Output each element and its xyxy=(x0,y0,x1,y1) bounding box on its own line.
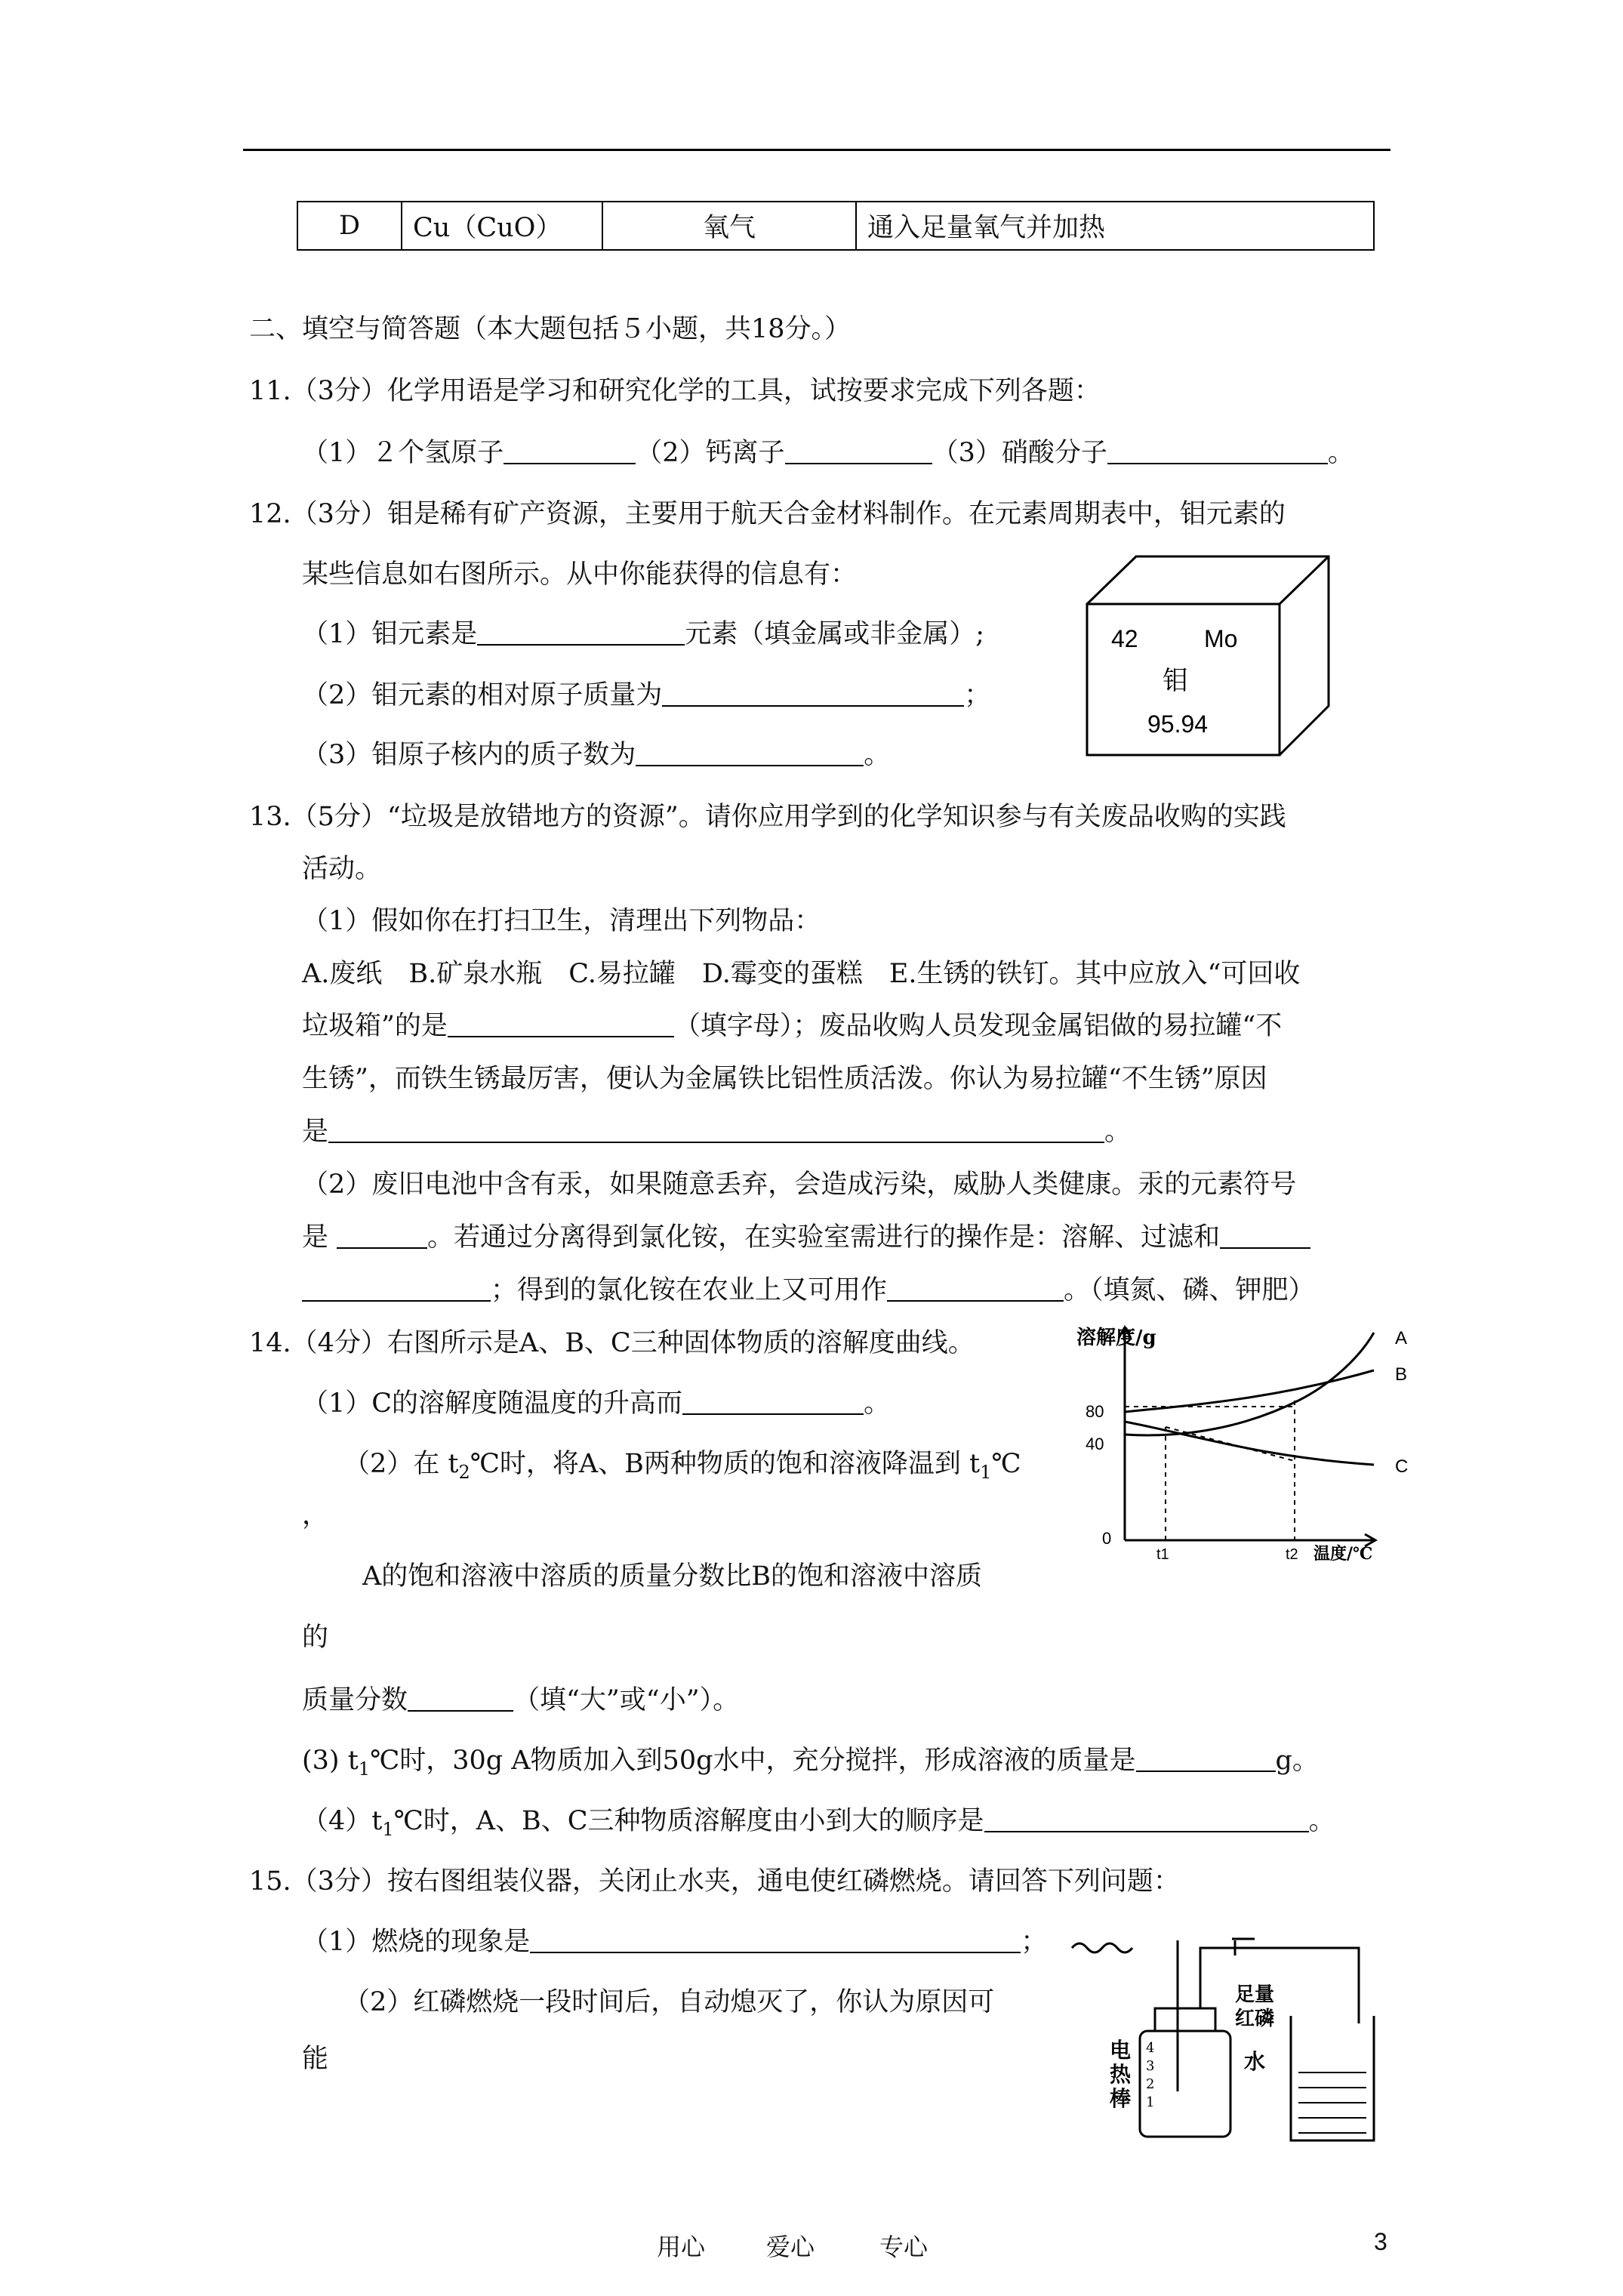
text: （1）C的溶解度随温度的升高而 xyxy=(302,1388,683,1419)
scale-1: 1 xyxy=(1146,2094,1155,2110)
page-number: 3 xyxy=(1374,2228,1387,2255)
footer-text-1: 用心 xyxy=(657,2233,706,2261)
q14-sub-3 xyxy=(302,1744,1319,1786)
q13-line-5 xyxy=(302,1009,1282,1043)
text: ℃时，将A、B两种物质的饱和溶液降温到 t xyxy=(470,1449,981,1479)
q15-sub-2-cont: 能 xyxy=(302,2044,329,2074)
answer-blank[interactable] xyxy=(448,1012,674,1037)
text: ℃ xyxy=(991,1449,1021,1479)
text: ；得到的氯化铵在农业上又可用作 xyxy=(491,1275,888,1305)
text: (3) t xyxy=(302,1746,359,1776)
cell-reagent: 氧气 xyxy=(602,202,856,250)
guide-c xyxy=(1166,1427,1295,1461)
element-mass: 95.94 xyxy=(1147,710,1209,738)
q13-line-7 xyxy=(302,1115,1131,1148)
answer-blank[interactable] xyxy=(662,681,964,707)
footer-text-3: 专心 xyxy=(879,2233,929,2261)
q13-line-9 xyxy=(302,1221,1310,1254)
label-rod-3: 棒 xyxy=(1110,2086,1132,2111)
text: 。若通过分离得到氯化铵，在实验室需进行的操作是：溶解、过滤和 xyxy=(427,1222,1221,1253)
punct: 。 xyxy=(1327,438,1354,468)
curve-c xyxy=(1125,1422,1374,1465)
q14-sub-2-cont3 xyxy=(302,1684,739,1717)
subscript: 1 xyxy=(358,1758,371,1780)
text: 质量分数 xyxy=(302,1685,408,1715)
text: g。 xyxy=(1275,1746,1319,1776)
answer-blank[interactable] xyxy=(636,741,864,766)
footer-text-2: 爱心 xyxy=(766,2233,815,2261)
q13-line-2: 活动。 xyxy=(302,854,382,884)
answer-blank[interactable] xyxy=(984,1807,1309,1832)
text: （1）钼元素是 xyxy=(302,619,478,649)
solubility-curve-chart xyxy=(1072,1314,1434,1570)
tube xyxy=(1200,1948,1359,2023)
text: 。 xyxy=(1308,1806,1335,1836)
x-tick-t2: t2 xyxy=(1286,1546,1298,1563)
text: 。（填氮、磷、钾肥） xyxy=(1064,1275,1315,1305)
curve-a xyxy=(1125,1333,1374,1435)
scale-2: 2 xyxy=(1146,2076,1155,2092)
q11-line xyxy=(302,436,1354,470)
y-tick-0: 0 xyxy=(1102,1529,1112,1548)
series-label-a: A xyxy=(1395,1328,1408,1348)
q11-stem: 11.（3分）化学用语是学习和研究化学的工具，试按要求完成下列各题： xyxy=(249,376,1101,406)
q14-sub-2-cont2: 的 xyxy=(302,1623,329,1653)
q13-line-1: 13.（5分）“垃圾是放错地方的资源”。请你应用学到的化学知识参与有关废品收购的实践 xyxy=(249,802,1286,832)
scale-3: 3 xyxy=(1146,2058,1155,2074)
q15-stem: 15.（3分）按右图组装仪器，关闭止水夹，通电使红磷燃烧。请回答下列问题： xyxy=(249,1866,1180,1897)
cell-option: D xyxy=(297,202,402,250)
q13-line-3: （1）假如你在打扫卫生，清理出下列物品： xyxy=(302,906,821,936)
text: ℃时，30g A物质加入到50g水中，充分搅拌，形成溶液的质量是 xyxy=(370,1746,1136,1776)
series-label-b: B xyxy=(1395,1364,1408,1385)
q11-part2: （2）钙离子 xyxy=(636,438,785,468)
q12-sub-3 xyxy=(302,738,890,772)
answer-blank[interactable] xyxy=(328,1117,1104,1143)
text: （4）t xyxy=(302,1806,383,1836)
text: 垃圾箱”的是 xyxy=(302,1011,448,1041)
text: 。 xyxy=(864,740,891,770)
answer-blank[interactable] xyxy=(1220,1223,1310,1249)
answer-blank[interactable] xyxy=(337,1223,427,1249)
section-title: 二、填空与简答题（本大题包括５小题，共18分。） xyxy=(249,314,852,344)
x-axis-label: 温度/℃ xyxy=(1313,1544,1373,1564)
text: ； xyxy=(1021,1927,1048,1957)
text: ℃时，A、B、C三种物质溶解度由小到大的顺序是 xyxy=(393,1806,984,1836)
series-label-c: C xyxy=(1395,1456,1409,1477)
q13-line-6: 生锈”，而铁生锈最厉害，便认为金属铁比铝性质活泼。你认为易拉罐“不生锈”原因 xyxy=(302,1064,1267,1094)
answer-blank[interactable] xyxy=(530,1928,1021,1953)
q14-sub-1 xyxy=(302,1387,890,1420)
option-table-row-d xyxy=(297,201,1375,251)
element-name: 钼 xyxy=(1163,666,1188,696)
answer-blank[interactable] xyxy=(682,1389,864,1415)
text: ； xyxy=(964,680,991,710)
jar-neck xyxy=(1155,2008,1215,2031)
y-tick-80: 80 xyxy=(1086,1402,1104,1421)
y-tick-40: 40 xyxy=(1086,1435,1104,1453)
cell-substance: Cu（CuO） xyxy=(402,202,602,250)
q12-stem-1: 12.（3分）钼是稀有矿产资源，主要用于航天合金材料制作。在元素周期表中，钼元素的 xyxy=(249,499,1286,529)
q13-line-8: （2）废旧电池中含有汞，如果随意丢弃，会造成污染，威胁人类健康。汞的元素符号 xyxy=(302,1170,1297,1200)
header-rule xyxy=(243,149,1390,151)
subscript: 1 xyxy=(382,1819,394,1840)
q13-line-10 xyxy=(302,1274,1315,1307)
subscript: 2 xyxy=(458,1462,470,1483)
text: （填字母）；废品收购人员发现金属铝做的易拉罐“不 xyxy=(673,1011,1283,1041)
text: 是 xyxy=(302,1117,329,1147)
q12-sub-1 xyxy=(302,618,984,651)
y-axis-label-text: 溶解度/g xyxy=(1076,1327,1156,1349)
q14-comma: ， xyxy=(302,1500,329,1530)
element-symbol: Mo xyxy=(1204,625,1238,652)
beaker xyxy=(1291,2016,1374,2140)
label-water: 水 xyxy=(1244,2049,1266,2074)
label-phosphorus-2: 红磷 xyxy=(1235,2008,1275,2030)
answer-blank[interactable] xyxy=(302,1276,491,1302)
q11-part3: （3）硝酸分子 xyxy=(932,438,1107,468)
text: （2）钼元素的相对原子质量为 xyxy=(302,680,663,710)
q11-part1: （1）２个氢原子 xyxy=(302,438,504,468)
x-tick-t1: t1 xyxy=(1156,1546,1169,1563)
scale-4: 4 xyxy=(1146,2040,1155,2056)
answer-blank[interactable] xyxy=(477,620,685,646)
answer-blank[interactable] xyxy=(1107,439,1328,464)
text: 是 xyxy=(302,1222,337,1253)
wire xyxy=(1072,1943,1132,1952)
text: （填“大”或“小”）。 xyxy=(513,1685,740,1715)
element-number: 42 xyxy=(1111,625,1138,652)
label-rod-2: 热 xyxy=(1110,2062,1132,2087)
text: 元素（填金属或非金属）; xyxy=(685,619,985,649)
answer-blank[interactable] xyxy=(887,1276,1064,1302)
subscript: 1 xyxy=(980,1462,992,1483)
q12-stem-2: 某些信息如右图所示。从中你能获得的信息有： xyxy=(302,559,858,590)
text: 。 xyxy=(1104,1117,1132,1147)
text: （2）在 t xyxy=(343,1449,459,1479)
text: （1）燃烧的现象是 xyxy=(302,1927,531,1957)
text: （3）钼原子核内的质子数为 xyxy=(302,740,636,770)
q14-sub-4 xyxy=(302,1804,1335,1846)
q12-sub-2 xyxy=(302,679,990,712)
q15-sub-2: （2）红磷燃烧一段时间后，自动熄灭了，你认为原因可 xyxy=(343,1987,995,2017)
answer-blank[interactable] xyxy=(785,439,932,464)
q15-sub-1 xyxy=(302,1925,1047,1959)
cell-method: 通入足量氧气并加热 xyxy=(856,202,1374,250)
answer-blank[interactable] xyxy=(1136,1746,1276,1772)
y-axis-label xyxy=(1076,1326,1156,1349)
q14-sub-2-cont: A的饱和溶液中溶质的质量分数比B的饱和溶液中溶质 xyxy=(362,1561,982,1592)
answer-blank[interactable] xyxy=(504,439,636,464)
answer-blank[interactable] xyxy=(408,1686,513,1712)
text: 。 xyxy=(864,1388,891,1419)
apparatus-figure xyxy=(1057,1925,1404,2152)
q13-line-4: A.废纸 B.矿泉水瓶 C.易拉罐 D.霉变的蛋糕 E.生锈的铁钉。其中应放入“可回收 xyxy=(302,959,1301,989)
label-phosphorus-1: 足量 xyxy=(1235,1983,1275,2006)
label-rod-1: 电 xyxy=(1110,2038,1132,2063)
q14-stem: 14.（4分）右图所示是A、B、C三种固体物质的溶解度曲线。 xyxy=(249,1328,975,1358)
q14-sub-2 xyxy=(343,1447,1021,1489)
